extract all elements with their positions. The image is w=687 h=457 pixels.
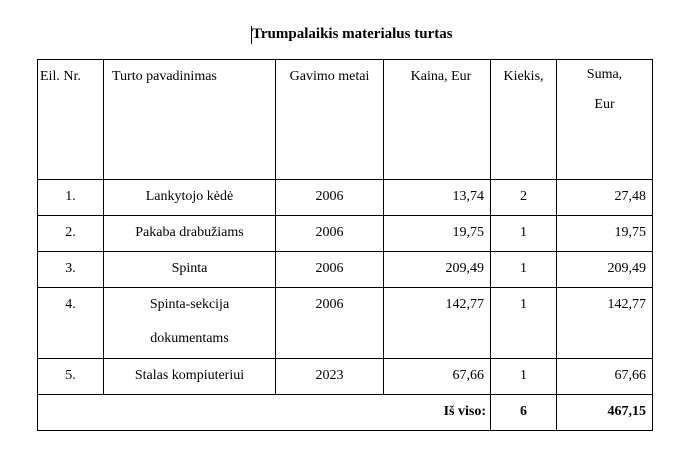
table-row	[38, 288, 653, 359]
cell-price: 67,66	[384, 359, 491, 395]
cell-price: 13,74	[384, 180, 491, 216]
total-qty: 6	[491, 395, 557, 431]
table-row	[38, 252, 653, 288]
cell-price: 209,49	[384, 252, 491, 288]
header-name: Turto pavadinimas	[104, 60, 276, 180]
document-title: Trumpalaikis materialus turtas	[252, 26, 453, 42]
cell-year: 2023	[276, 359, 384, 395]
cell-price: 142,77	[384, 288, 491, 359]
table-row	[38, 180, 653, 216]
header-year: Gavimo metai	[276, 60, 384, 180]
cell-year: 2006	[276, 252, 384, 288]
cell-sum: 209,49	[557, 252, 653, 288]
cell-year: 2006	[276, 216, 384, 252]
total-row	[38, 395, 653, 431]
table-header-row	[38, 60, 653, 180]
cell-qty: 1	[491, 288, 557, 359]
header-sum	[557, 60, 653, 180]
cell-year: 2006	[276, 288, 384, 359]
cell-qty: 1	[491, 359, 557, 395]
cell-name: Stalas kompiuteriui	[104, 359, 276, 395]
cell-sum: 19,75	[557, 216, 653, 252]
assets-table	[37, 59, 653, 431]
cell-name: Spinta	[104, 252, 276, 288]
header-sum-line2: Eur	[594, 97, 615, 112]
cell-nr: 5.	[38, 359, 104, 395]
header-sum-line1: Suma,	[586, 67, 623, 82]
cell-sum: 27,48	[557, 180, 653, 216]
cell-name: Pakaba drabužiams	[104, 216, 276, 252]
cell-nr: 1.	[38, 180, 104, 216]
table-row	[38, 359, 653, 395]
header-qty: Kiekis,	[491, 60, 557, 180]
cell-nr: 4.	[38, 288, 104, 359]
cell-qty: 1	[491, 252, 557, 288]
total-label: Iš viso:	[38, 395, 491, 431]
cell-year: 2006	[276, 180, 384, 216]
header-nr: Eil. Nr.	[38, 60, 104, 180]
cell-name	[104, 288, 276, 359]
cell-name-line2: dokumentams	[150, 331, 229, 346]
cell-name-line1: Spinta-sekcija	[149, 297, 230, 312]
cell-qty: 1	[491, 216, 557, 252]
cell-price: 19,75	[384, 216, 491, 252]
cell-nr: 2.	[38, 216, 104, 252]
cell-sum: 142,77	[557, 288, 653, 359]
cell-name: Lankytojo kėdė	[104, 180, 276, 216]
cell-qty: 2	[491, 180, 557, 216]
cell-sum: 67,66	[557, 359, 653, 395]
table-row	[38, 216, 653, 252]
header-price: Kaina, Eur	[384, 60, 491, 180]
cell-nr: 3.	[38, 252, 104, 288]
total-sum: 467,15	[557, 395, 653, 431]
